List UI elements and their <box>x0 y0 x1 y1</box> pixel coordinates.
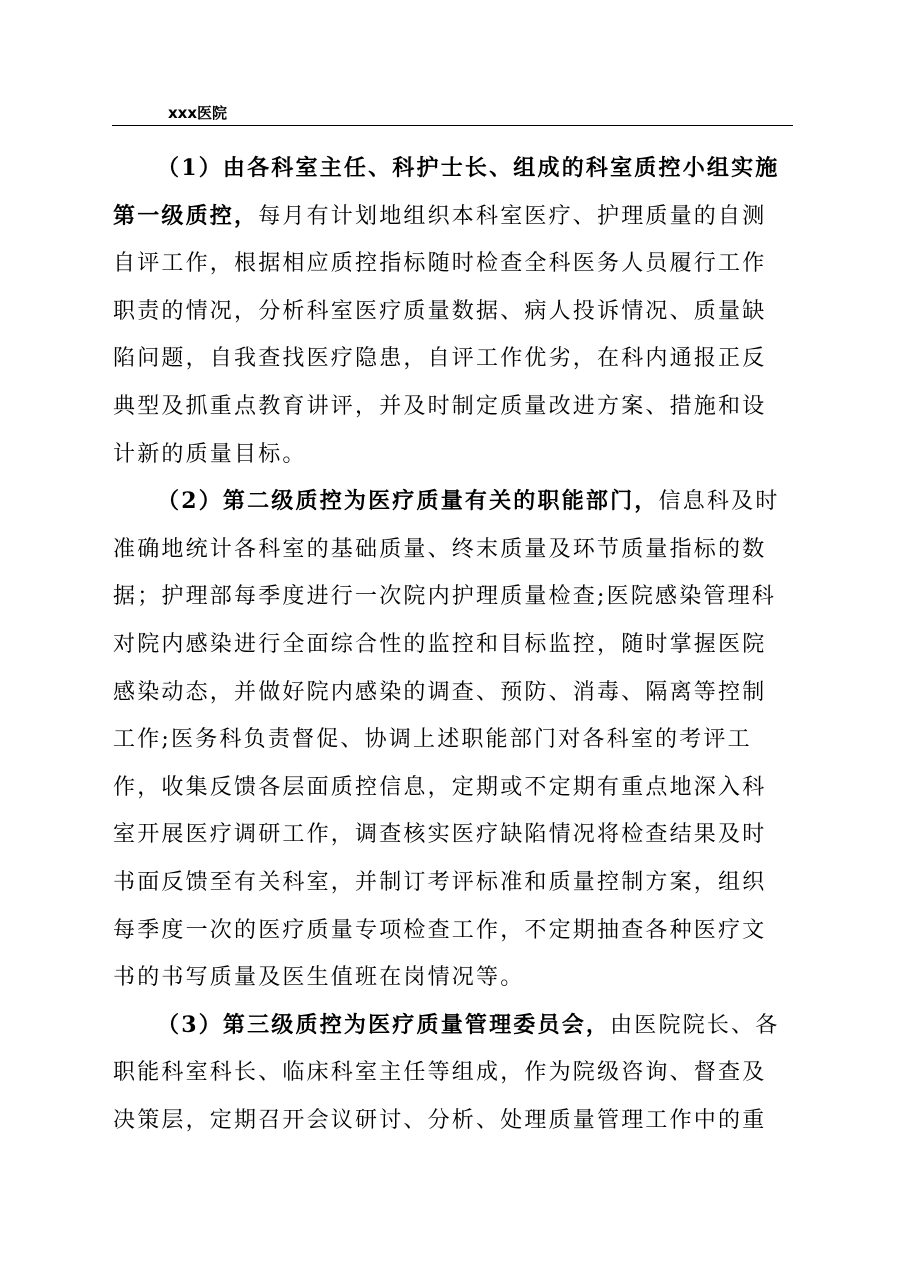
text-line <box>113 531 781 579</box>
normal-text: 工作;医务科负责督促、协调上述职能部门对各科室的考评工 <box>113 727 752 753</box>
text-line <box>113 1102 781 1150</box>
normal-text: 书的书写质量及医生值班在岗情况等。 <box>113 965 525 991</box>
normal-text: 计新的质量目标。 <box>113 441 307 467</box>
paragraph-3 <box>113 1007 781 1150</box>
text-line <box>113 674 781 722</box>
normal-text: 对院内感染进行全面综合性的监控和目标监控，随时掌握医院 <box>113 631 767 657</box>
text-line <box>113 578 781 626</box>
normal-text: 由医院院长、各 <box>610 1012 780 1038</box>
paragraph-2 <box>113 483 781 1007</box>
header-title: xxx医院 <box>168 104 228 122</box>
text-line <box>113 483 781 531</box>
text-line <box>113 340 781 388</box>
document-body <box>113 150 781 1149</box>
normal-text: 书面反馈至有关科室，并制订考评标准和质量控制方案，组织 <box>113 869 767 895</box>
bold-text: 第一级质控， <box>113 202 259 229</box>
normal-text: 据；护理部每季度进行一次院内护理质量检查;医院感染管理科 <box>113 584 777 610</box>
normal-text: 决策层，定期召开会议研讨、分析、处理质量管理工作中的重 <box>113 1107 767 1133</box>
text-line <box>113 626 781 674</box>
normal-text: 典型及抓重点教育讲评，并及时制定质量改进方案、措施和设 <box>113 393 767 419</box>
normal-text: 自评工作，根据相应质控指标随时检查全科医务人员履行工作 <box>113 251 767 277</box>
normal-text: 职责的情况，分析科室医疗质量数据、病人投诉情况、质量缺 <box>113 298 767 324</box>
text-line <box>113 721 781 769</box>
normal-text: 室开展医疗调研工作，调查核实医疗缺陷情况将检查结果及时 <box>113 822 767 848</box>
text-line <box>113 436 781 484</box>
text-line <box>113 1054 781 1102</box>
normal-text: 作，收集反馈各层面质控信息，定期或不定期有重点地深入科 <box>113 774 767 800</box>
text-line <box>113 912 781 960</box>
text-line <box>113 198 781 246</box>
paragraph-1 <box>113 150 781 483</box>
text-line <box>113 150 781 198</box>
text-line <box>113 245 781 293</box>
normal-text: 职能科室科长、临床科室主任等组成，作为院级咨询、督查及 <box>113 1060 767 1086</box>
text-line <box>113 1007 781 1055</box>
text-line <box>113 388 781 436</box>
text-line <box>113 959 781 1007</box>
normal-text: 每月有计划地组织本科室医疗、护理质量的自测 <box>258 203 767 229</box>
text-line <box>113 293 781 341</box>
page-header <box>112 101 793 126</box>
text-line <box>113 769 781 817</box>
text-line <box>113 816 781 864</box>
normal-text: 准确地统计各科室的基础质量、终末质量及环节质量指标的数 <box>113 536 767 562</box>
normal-text: 感染动态，并做好院内感染的调查、预防、消毒、隔离等控制 <box>113 679 767 705</box>
text-line <box>113 864 781 912</box>
normal-text: 陷问题，自我查找医疗隐患，自评工作优劣，在科内通报正反 <box>113 346 767 372</box>
normal-text: 信息科及时 <box>658 489 780 515</box>
normal-text: 每季度一次的医疗质量专项检查工作，不定期抽查各种医疗文 <box>113 917 767 943</box>
bold-text: （2）第二级质控为医疗质量有关的职能部门， <box>157 488 659 515</box>
bold-text: （3）第三级质控为医疗质量管理委员会， <box>157 1011 611 1038</box>
bold-text: （1）由各科室主任、科护士长、组成的科室质控小组实施 <box>157 155 780 181</box>
